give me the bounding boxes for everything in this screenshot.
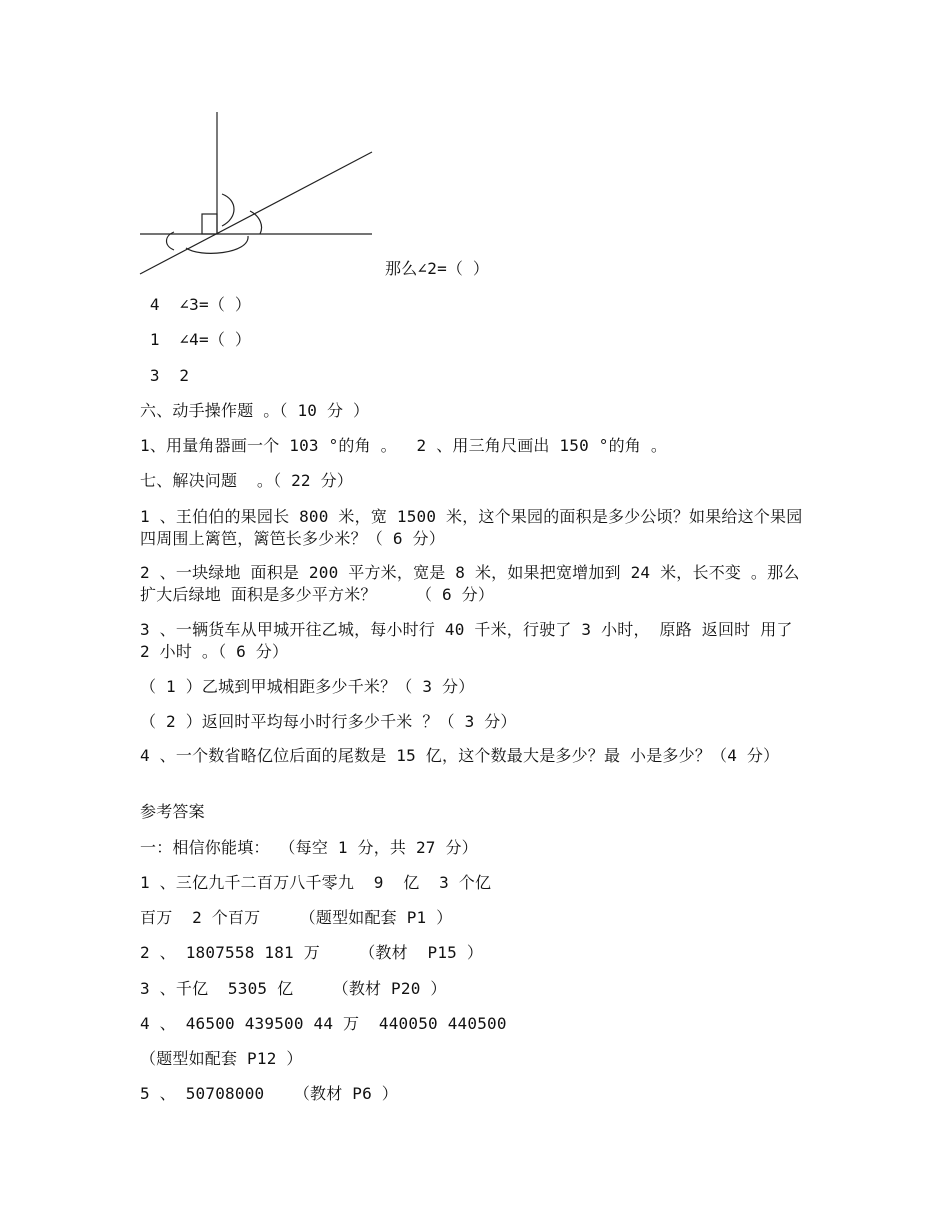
problem-3-part-1: （ 1 ）乙城到甲城相距多少千米？（ 3 分）	[140, 677, 475, 696]
angle-arc-left	[167, 232, 175, 250]
answer-part-one-heading: 一：相信你能填： （每空 1 分，共 27 分）	[140, 838, 478, 857]
answer-1-continued: 百万 2 个百万 （题型如配套 P1 ）	[140, 908, 453, 927]
problem-3: 3 、一辆货车从甲城开往乙城，每小时行 40 千米，行驶了 3 小时， 原路 返回时 用了 2 小时 。（ 6 分）	[140, 620, 803, 661]
figure-label-row-3: 3 2	[140, 366, 190, 385]
right-angle-mark	[202, 214, 217, 234]
answer-4: 4 、 46500 439500 44 万 440050 440500	[140, 1014, 507, 1033]
answer-1: 1 、三亿九千二百万八千零九 9 亿 3 个亿	[140, 873, 492, 892]
answer-4-source: （题型如配套 P12 ）	[140, 1049, 303, 1068]
problem-4: 4 、一个数省略亿位后面的尾数是 15 亿，这个数最大是多少？最 小是多少？（4 分）	[140, 746, 780, 765]
section-seven-heading: 七、解决问题 。（ 22 分）	[140, 471, 353, 490]
answer-5: 5 、 50708000 （教材 P6 ）	[140, 1084, 398, 1103]
answer-2: 2 、 1807558 181 万 （教材 P15 ）	[140, 943, 484, 962]
problem-1: 1 、王伯伯的果园长 800 米，宽 1500 米，这个果园的面积是多少公顷？如果给这个果园四周围上篱笆，篱笆长多少米？（ 6 分）	[140, 507, 803, 548]
problem-2: 2 、一块绿地 面积是 200 平方米，宽是 8 米，如果把宽增加到 24 米，长不变 。那么扩大后绿地 面积是多少平方米？ （ 6 分）	[140, 563, 800, 604]
answer-3: 3 、千亿 5305 亿 （教材 P20 ）	[140, 979, 447, 998]
figure-caption: 那么∠2=（ ）	[385, 259, 490, 278]
slanted-line	[140, 152, 372, 274]
answer-key-heading: 参考答案	[140, 802, 205, 821]
angle-figure	[138, 108, 378, 278]
angle-arc-right	[250, 211, 262, 234]
section-six-heading: 六、动手操作题 。（ 10 分 ）	[140, 401, 370, 420]
figure-label-row-1: 4 ∠3=（ ）	[140, 295, 252, 314]
angle-arc-upper	[222, 194, 234, 226]
section-six-task: 1、用量角器画一个 103 °的角 。 2 、用三角尺画出 150 °的角 。	[140, 436, 668, 455]
problem-3-part-2: （ 2 ）返回时平均每小时行多少千米 ？（ 3 分）	[140, 712, 517, 731]
figure-label-row-2: 1 ∠4=（ ）	[140, 330, 252, 349]
